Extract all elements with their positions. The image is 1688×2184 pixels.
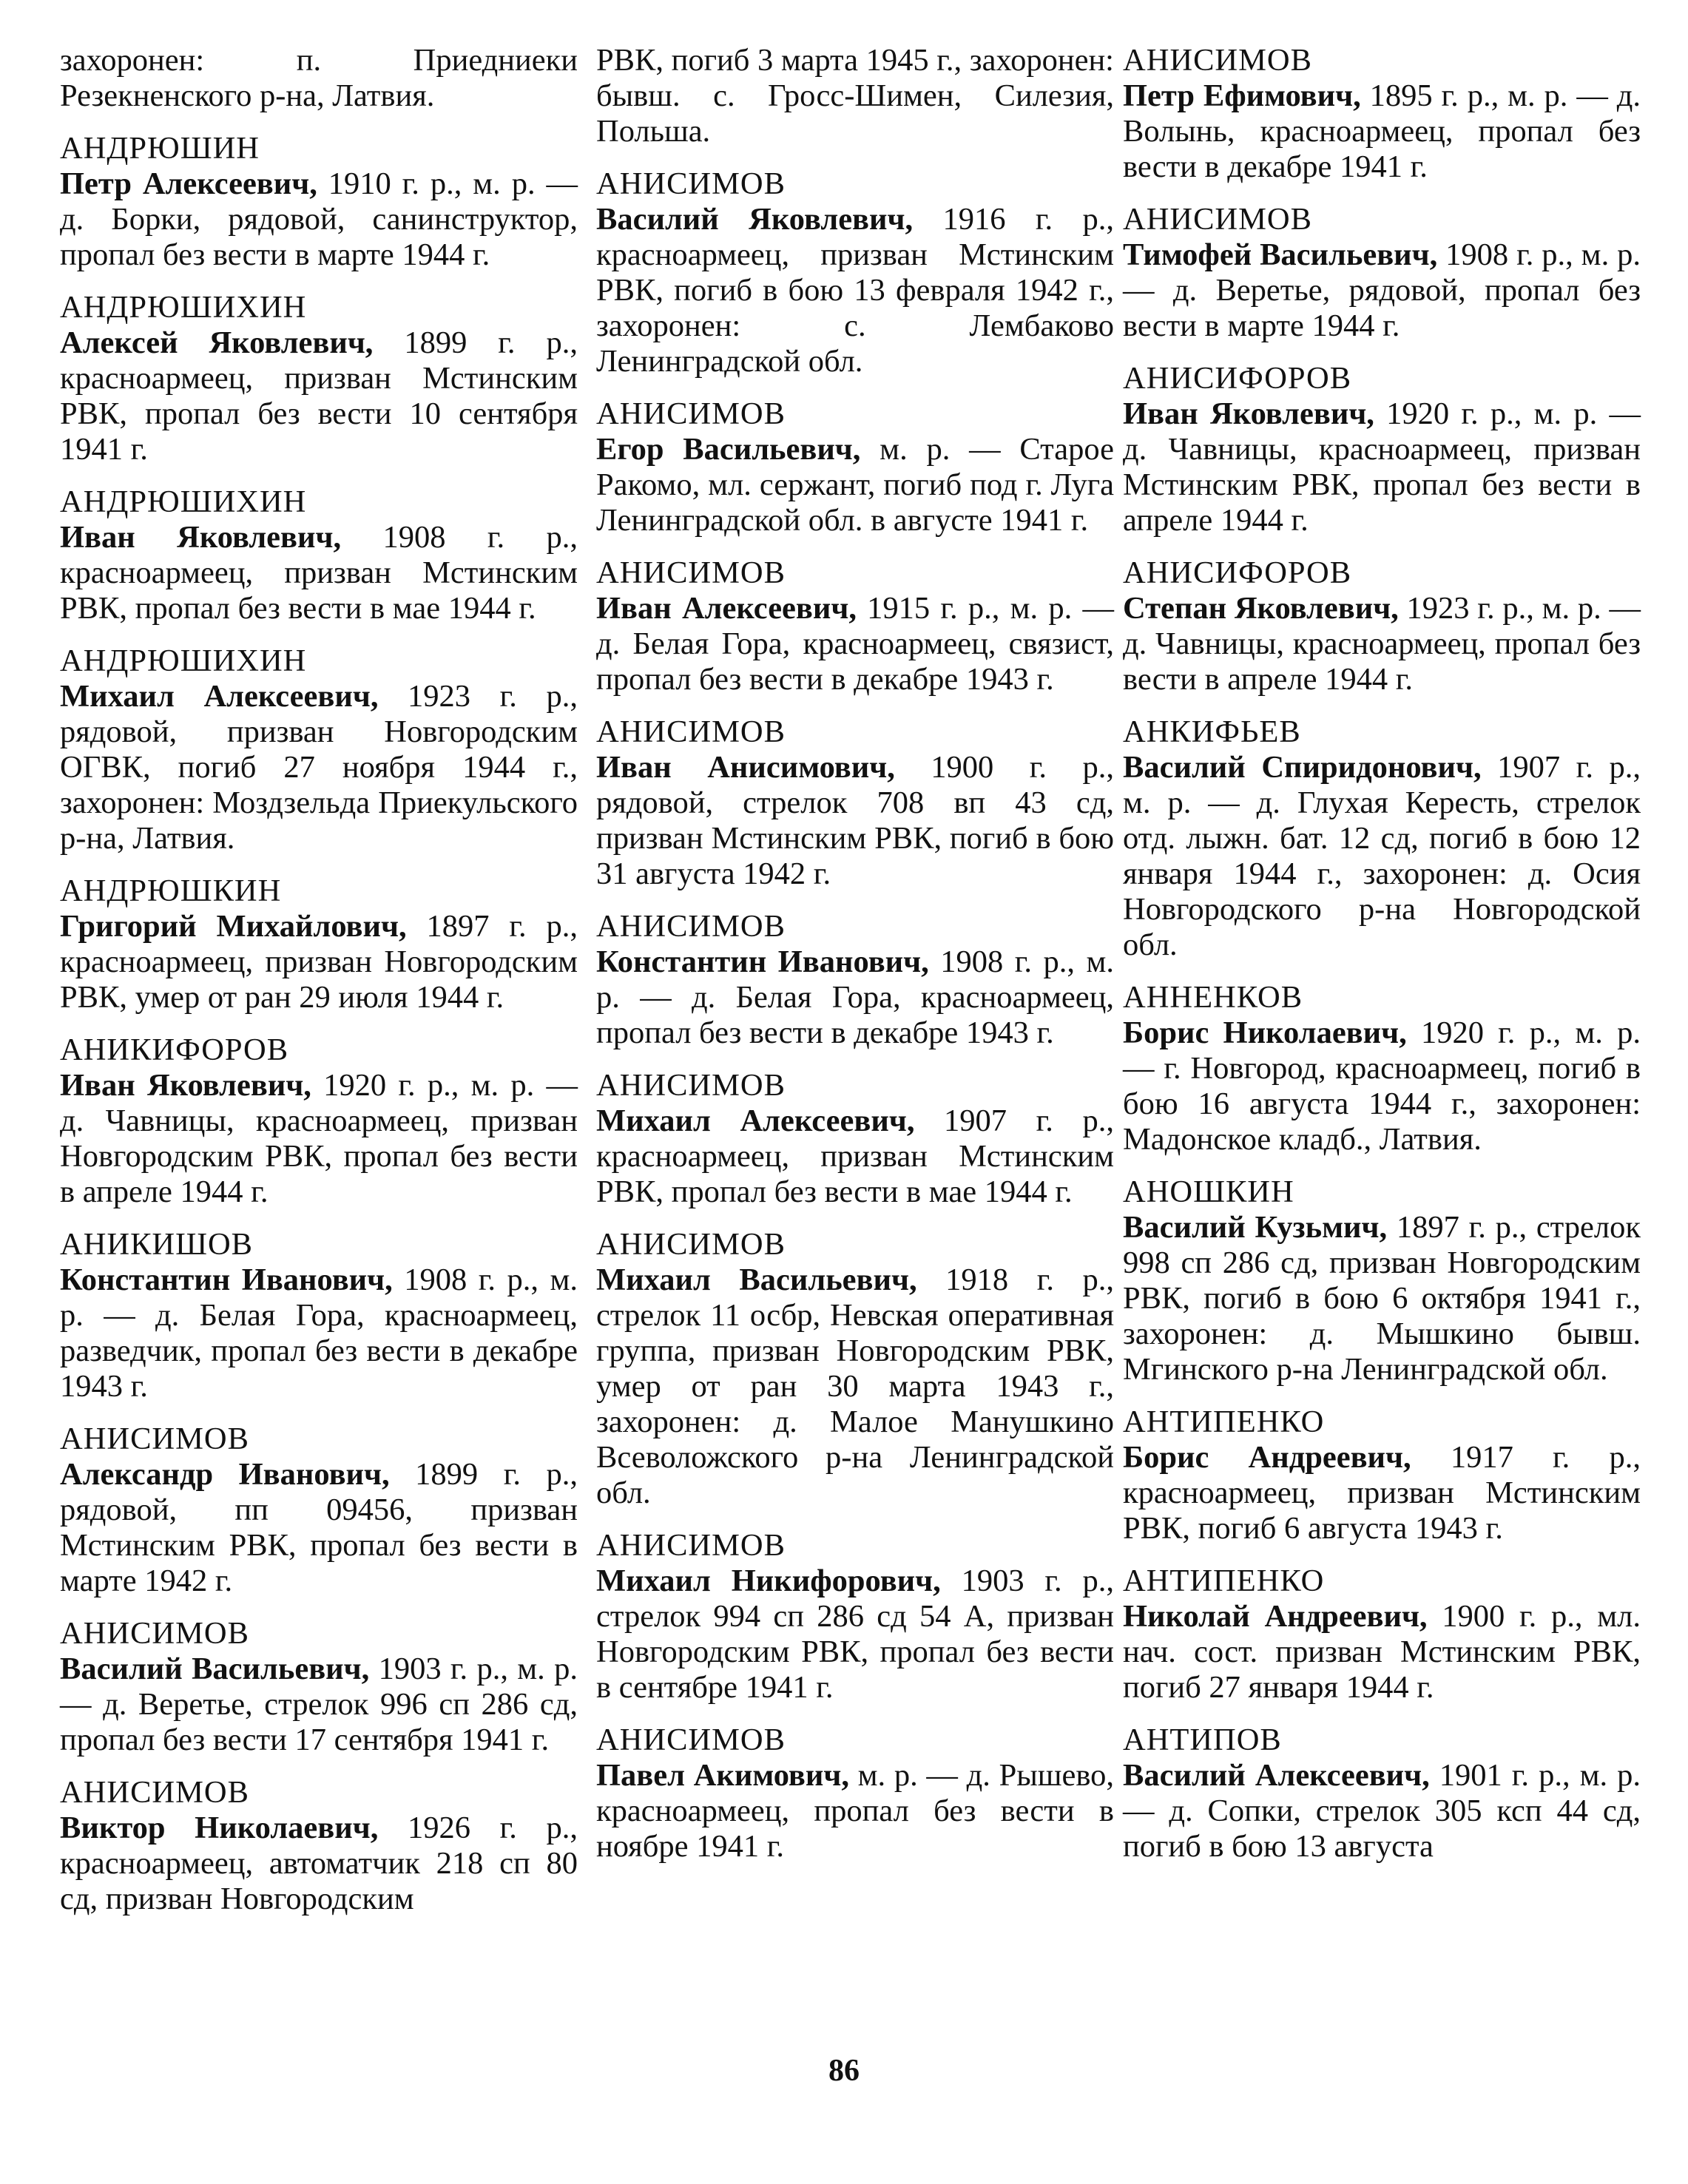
entry-surname: АНТИПЕНКО (1123, 1563, 1325, 1598)
entry-name: Василий Васильевич, (60, 1651, 370, 1686)
column-3 (1123, 43, 1641, 1882)
entry-details: 1908 г. р., м. р. — д. Белая Гора, красноармеец, пропал без вести в декабре 1943 г. (596, 944, 1114, 1050)
entry-name: Константин Иванович, (60, 1262, 393, 1297)
entry (60, 1775, 578, 1917)
entry-body (60, 1262, 578, 1404)
entry-surname: АНИКИФОРОВ (60, 1032, 289, 1067)
entry-name: Григорий Михайлович, (60, 909, 407, 944)
entry-surname: АНИСИМОВ (596, 555, 786, 590)
entry-details: 1910 г. р., м. р. — д. Борки, рядовой, санинструктор, пропал без вести в марте 1944 г. (60, 166, 578, 272)
entry-surname: АНИСИМОВ (596, 1227, 786, 1262)
entry-body (596, 202, 1114, 379)
entry-surname: АНИСИМОВ (60, 1421, 249, 1456)
entry (596, 714, 1114, 892)
entry-surname: АНДРЮШИХИН (60, 290, 307, 325)
entry-body (596, 1262, 1114, 1511)
entry-body (60, 1457, 578, 1599)
entry-details: 1899 г. р., красноармеец, призван Мстинским РВК, пропал без вести 10 сентября 1941 г. (60, 325, 578, 467)
entry-name: Михаил Алексеевич, (596, 1103, 915, 1138)
entry (60, 1227, 578, 1404)
entry-surname: АНТИПОВ (1123, 1722, 1282, 1757)
entry-body (60, 520, 578, 626)
entry-body (596, 750, 1114, 892)
entry-details: 1920 г. р., м. р. — д. Чавницы, красноармеец, призван Мстинским РВК, пропал без вести в апреле 1944 г. (1123, 396, 1641, 538)
entry (60, 1032, 578, 1210)
entry-body (60, 166, 578, 273)
entry-details: 1908 г. р., красноармеец, призван Мстинским РВК, пропал без вести в мае 1944 г. (60, 520, 578, 626)
page-number: 86 (828, 2054, 860, 2088)
entry (596, 555, 1114, 697)
entry-body (1123, 1015, 1641, 1157)
entry-surname: АНИСИМОВ (596, 1068, 786, 1103)
entry (1123, 1404, 1641, 1546)
entry-surname: АНИСИМОВ (60, 1616, 249, 1651)
entry-body (1123, 750, 1641, 963)
entry-surname: АНИСИМОВ (596, 1528, 786, 1563)
entry-details: 1926 г. р., красноармеец, автоматчик 218 сп 80 сд, призван Новгородским (60, 1811, 578, 1916)
entry (60, 1616, 578, 1758)
entry (1123, 1722, 1641, 1864)
entry-surname: АНТИПЕНКО (1123, 1404, 1325, 1439)
entry-name: Виктор Николаевич, (60, 1811, 379, 1845)
column-2 (596, 43, 1114, 1882)
entry-details: 1901 г. р., м. р. — д. Сопки, стрелок 305 ксп 44 сд, погиб в бою 13 августа (1123, 1758, 1641, 1864)
entry-details: 1895 г. р., м. р. — д. Волынь, красноармеец, пропал без вести в декабре 1941 г. (1123, 78, 1641, 184)
entry (1123, 980, 1641, 1157)
entry-details: 1903 г. р., стрелок 994 сп 286 сд 54 А, призван Новгородским РВК, пропал без вести в сентябре 1941 г. (596, 1563, 1114, 1705)
entry-body (1123, 1758, 1641, 1864)
entry-name: Петр Ефимович, (1123, 78, 1361, 113)
entry-body (596, 591, 1114, 697)
entry (596, 1227, 1114, 1511)
entry-surname: АНИСИМОВ (596, 1722, 786, 1757)
entry (60, 873, 578, 1015)
entry-details: 1920 г. р., м. р. — г. Новгород, красноармеец, погиб в бою 16 августа 1944 г., захоронен: Мадонское кладб., Латвия. (1123, 1015, 1641, 1157)
entry-details: 1916 г. р., красноармеец, призван Мстинским РВК, погиб в бою 13 февраля 1942 г., захоронен: с. Лембаково Ленинградской обл. (596, 202, 1114, 379)
entry (1123, 202, 1641, 344)
entry-details: 1907 г. р., красноармеец, призван Мстинским РВК, пропал без вести в мае 1944 г. (596, 1103, 1115, 1209)
entry (596, 166, 1114, 379)
entry-body (596, 944, 1114, 1051)
entry-name: Иван Анисимович, (596, 750, 895, 785)
entry-body (596, 1758, 1114, 1864)
entry-name: Михаил Васильевич, (596, 1262, 917, 1297)
entry (596, 909, 1114, 1051)
entry-body (1123, 78, 1641, 185)
entry-name: Василий Кузьмич, (1123, 1210, 1388, 1245)
entry (60, 1421, 578, 1599)
entry-surname: АНИСИФОРОВ (1123, 361, 1352, 396)
entry-body (596, 1563, 1114, 1705)
entry-surname: АНИСИМОВ (596, 396, 786, 431)
entry-name: Константин Иванович, (596, 944, 929, 979)
entry-name: Павел Акимович, (596, 1758, 849, 1793)
entry-surname: АНИСИМОВ (1123, 202, 1312, 237)
entry-body (60, 1651, 578, 1758)
entry-name: Михаил Алексеевич, (60, 679, 379, 714)
entry-body (1123, 237, 1641, 344)
entry-name: Иван Яковлевич, (1123, 396, 1374, 431)
entry-details: 1900 г. р., рядовой, стрелок 708 вп 43 сд, призван Мстинским РВК, погиб в бою 31 августа 1942 г. (596, 750, 1114, 891)
entry-surname: АНДРЮШИН (60, 131, 260, 166)
entry (1123, 1563, 1641, 1705)
entry-surname: АНКИФЬЕВ (1123, 714, 1301, 749)
entry-body (1123, 591, 1641, 697)
entry (60, 131, 578, 273)
entry-name: Иван Яковлевич, (60, 1068, 311, 1103)
entry-name: Иван Алексеевич, (596, 591, 857, 626)
entry-body (60, 325, 578, 467)
entry-details: 1923 г. р., м. р. — д. Чавницы, красноармеец, пропал без вести в апреле 1944 г. (1123, 591, 1641, 697)
entry-body (1123, 1599, 1641, 1705)
entry-surname: АНИСИМОВ (596, 714, 786, 749)
entry-name: Василий Алексеевич, (1123, 1758, 1430, 1793)
entry-name: Алексей Яковлевич, (60, 325, 374, 360)
entry-name: Иван Яковлевич, (60, 520, 342, 555)
entry-details: 1907 г. р., м. р. — д. Глухая Кересть, стрелок отд. лыжн. бат. 12 сд, погиб в бою 12 января 1944 г., захоронен: д. Осия Новгородского р-на Новгородской обл. (1123, 750, 1641, 962)
entry-surname: АНИКИШОВ (60, 1227, 254, 1262)
column-1 (60, 43, 578, 1934)
entry (1123, 714, 1641, 963)
entry (596, 1722, 1114, 1864)
entry-name: Тимофей Васильевич, (1123, 237, 1438, 272)
entry-details: 1920 г. р., м. р. — д. Чавницы, красноармеец, призван Новгородским РВК, пропал без вести в апреле 1944 г. (60, 1068, 578, 1209)
entry-surname: АНИСИМОВ (596, 166, 786, 201)
entry-surname: АНОШКИН (1123, 1174, 1294, 1209)
entry-body (60, 1068, 578, 1210)
entry-surname: АНИСИМОВ (1123, 43, 1312, 78)
entry-surname: АНДРЮШКИН (60, 873, 282, 908)
entry-details: 1923 г. р., рядовой, призван Новгородским ОГВК, погиб 27 ноября 1944 г., захоронен: Моздзельда Приекульского р-на, Латвия. (60, 679, 578, 856)
entry-details: 1915 г. р., м. р. — д. Белая Гора, красноармеец, связист, пропал без вести в декабре 1943 г. (596, 591, 1114, 697)
entry-name: Василий Спиридонович, (1123, 750, 1482, 785)
entry-body (1123, 1440, 1641, 1546)
entry (1123, 555, 1641, 697)
entry-body (60, 1811, 578, 1917)
entry (596, 1528, 1114, 1705)
entry-details: 1908 г. р., м. р. — д. Белая Гора, красноармеец, разведчик, пропал без вести в декабре 1943 г. (60, 1262, 578, 1404)
entry-surname: АНИСИМОВ (60, 1775, 249, 1810)
entry-name: Михаил Никифорович, (596, 1563, 941, 1598)
entry-name: Николай Андреевич, (1123, 1599, 1428, 1634)
entry-surname: АНИСИФОРОВ (1123, 555, 1352, 590)
entry-details: 1897 г. р., красноармеец, призван Новгородским РВК, умер от ран 29 июля 1944 г. (60, 909, 578, 1015)
entry-body (1123, 1210, 1641, 1387)
entry-name: Александр Иванович, (60, 1457, 390, 1492)
entry-name: Егор Васильевич, (596, 432, 861, 467)
entry-name: Борис Андреевич, (1123, 1440, 1411, 1475)
entry-name: Василий Яковлевич, (596, 202, 914, 237)
entry-surname: АНИСИМОВ (596, 909, 786, 944)
entry-body (60, 679, 578, 856)
entry-surname: АНДРЮШИХИН (60, 643, 307, 678)
entry (60, 290, 578, 467)
entry (1123, 1174, 1641, 1387)
entry-body (1123, 396, 1641, 538)
entry-details: 1918 г. р., стрелок 11 осбр, Невская оперативная группа, призван Новгородским РВК, умер от ран 30 марта 1943 г., захоронен: д. Малое Манушкино Всеволожского р-на Ленинградской обл. (596, 1262, 1114, 1510)
entry-body (596, 432, 1114, 538)
entry-name: Борис Николаевич, (1123, 1015, 1407, 1050)
entry (596, 1068, 1114, 1210)
entry-details: м. р. — д. Рышево, красноармеец, пропал без вести в ноябре 1941 г. (596, 1758, 1115, 1864)
entry-name: Степан Яковлевич, (1123, 591, 1399, 626)
entry-surname: АНДРЮШИХИН (60, 484, 307, 519)
entry-name: Петр Алексеевич, (60, 166, 317, 201)
entry (60, 643, 578, 856)
entry-body (60, 909, 578, 1015)
continuation-text: РВК, погиб 3 марта 1945 г., захоронен: бывш. с. Гросс-Шимен, Силезия, Польша. (596, 43, 1114, 149)
entry-details: м. р. — Старое Ракомо, мл. сержант, погиб под г. Луга Ленинградской обл. в августе 1941 г. (596, 432, 1114, 538)
entry-details: 1899 г. р., рядовой, пп 09456, призван Мстинским РВК, пропал без вести в марте 1942 г. (60, 1457, 578, 1598)
entry-body (596, 1103, 1114, 1210)
entry-details: 1900 г. р., мл. нач. сост. призван Мстинским РВК, погиб 27 января 1944 г. (1123, 1599, 1641, 1705)
continuation-text: захоронен: п. Приедниеки Резекненского р-на, Латвия. (60, 43, 578, 113)
entry-details: 1897 г. р., стрелок 998 сп 286 сд, призван Новгородским РВК, погиб в бою 6 октября 1941 г., захоронен: д. Мышкино бывш. Мгинского р-на Ленинградской обл. (1123, 1210, 1641, 1387)
entry-details: 1908 г. р., м. р. — д. Веретье, рядовой, пропал без вести в марте 1944 г. (1123, 237, 1641, 343)
entry (1123, 43, 1641, 185)
entry-surname: АННЕНКОВ (1123, 980, 1303, 1015)
entry (60, 484, 578, 626)
entry (596, 396, 1114, 538)
entry-details: 1917 г. р., красноармеец, призван Мстинским РВК, погиб 6 августа 1943 г. (1123, 1440, 1641, 1546)
entry (1123, 361, 1641, 538)
entry-details: 1903 г. р., м. р. — д. Веретье, стрелок 996 сп 286 сд, пропал без вести 17 сентября 1941 г. (60, 1651, 578, 1757)
